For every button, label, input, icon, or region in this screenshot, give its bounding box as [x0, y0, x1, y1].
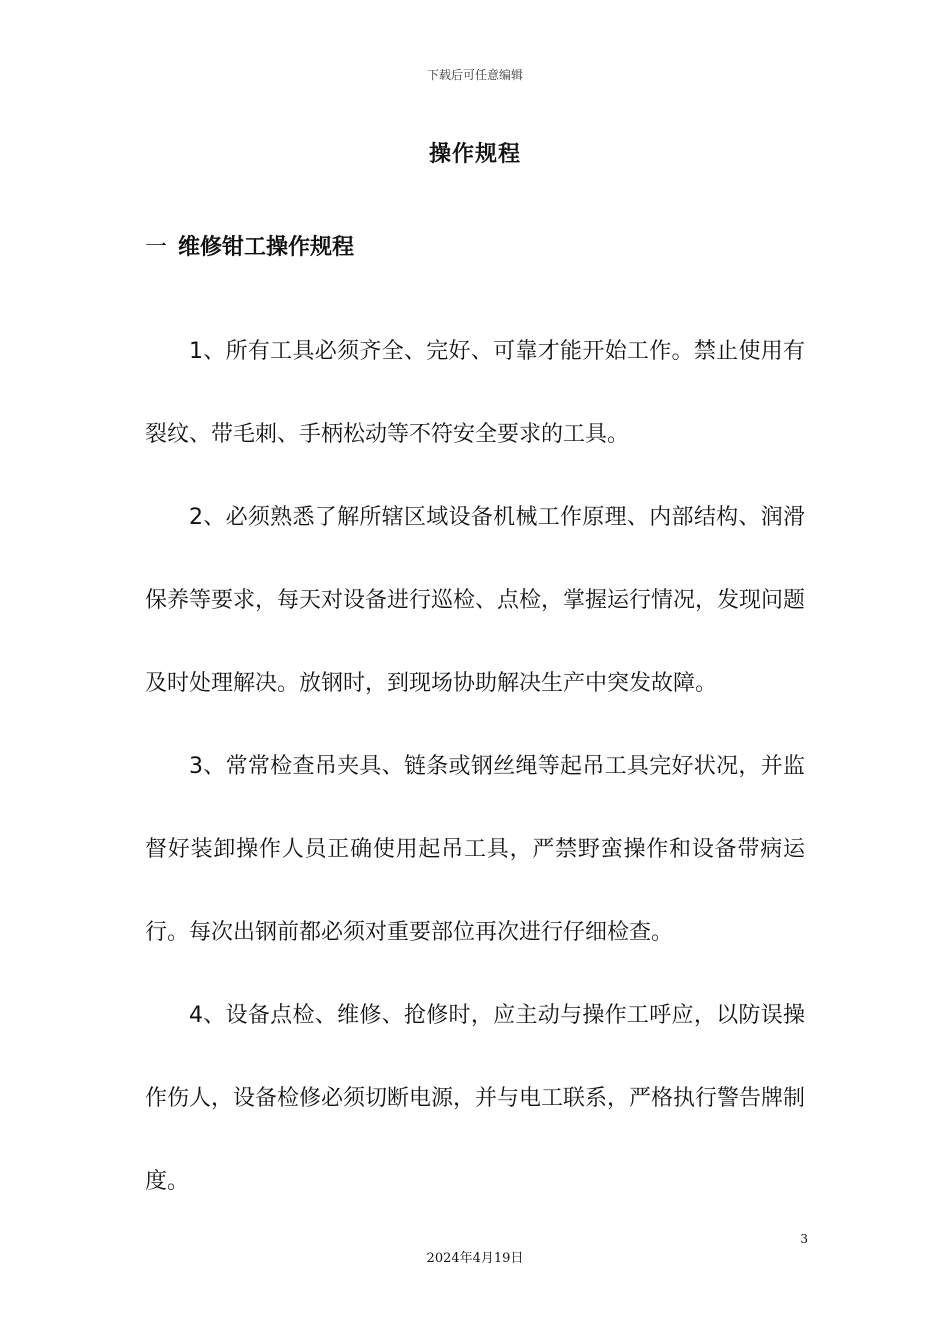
paragraph-2: 2、必须熟悉了解所辖区域设备机械工作原理、内部结构、润滑保养等要求，每天对设备进行巡检、点检，掌握运行情况，发现问题及时处理解决。放钢时，到现场协助解决生产中突发故障。 [145, 505, 806, 696]
body-text [145, 310, 805, 1223]
header-note: 下载后可任意编辑 [426, 68, 523, 82]
footer-date: 2024年4月19日 [426, 1251, 524, 1266]
paragraph-1: 1、所有工具必须齐全、完好、可靠才能开始工作。禁止使用有裂纹、带毛刺、手柄松动等不符安全要求的工具。 [145, 339, 805, 447]
document-title: 操作规程 [428, 142, 521, 167]
section-heading-text: 维修钳工操作规程 [178, 235, 355, 260]
section-heading [145, 230, 354, 261]
paragraph-4: 4、设备点检、维修、抢修时，应主动与操作工呼应，以防误操作伤人，设备检修必须切断电源，并与电工联系，严格执行警告牌制度。 [145, 1003, 806, 1194]
page-number: 3 [800, 1232, 808, 1246]
section-number: 一 [145, 235, 168, 260]
paragraph-3: 3、常常检查吊夹具、链条或钢丝绳等起吊工具完好状况，并监督好装卸操作人员正确使用起吊工具，严禁野蛮操作和设备带病运行。每次出钢前都必须对重要部位再次进行仔细检查。 [145, 754, 805, 945]
